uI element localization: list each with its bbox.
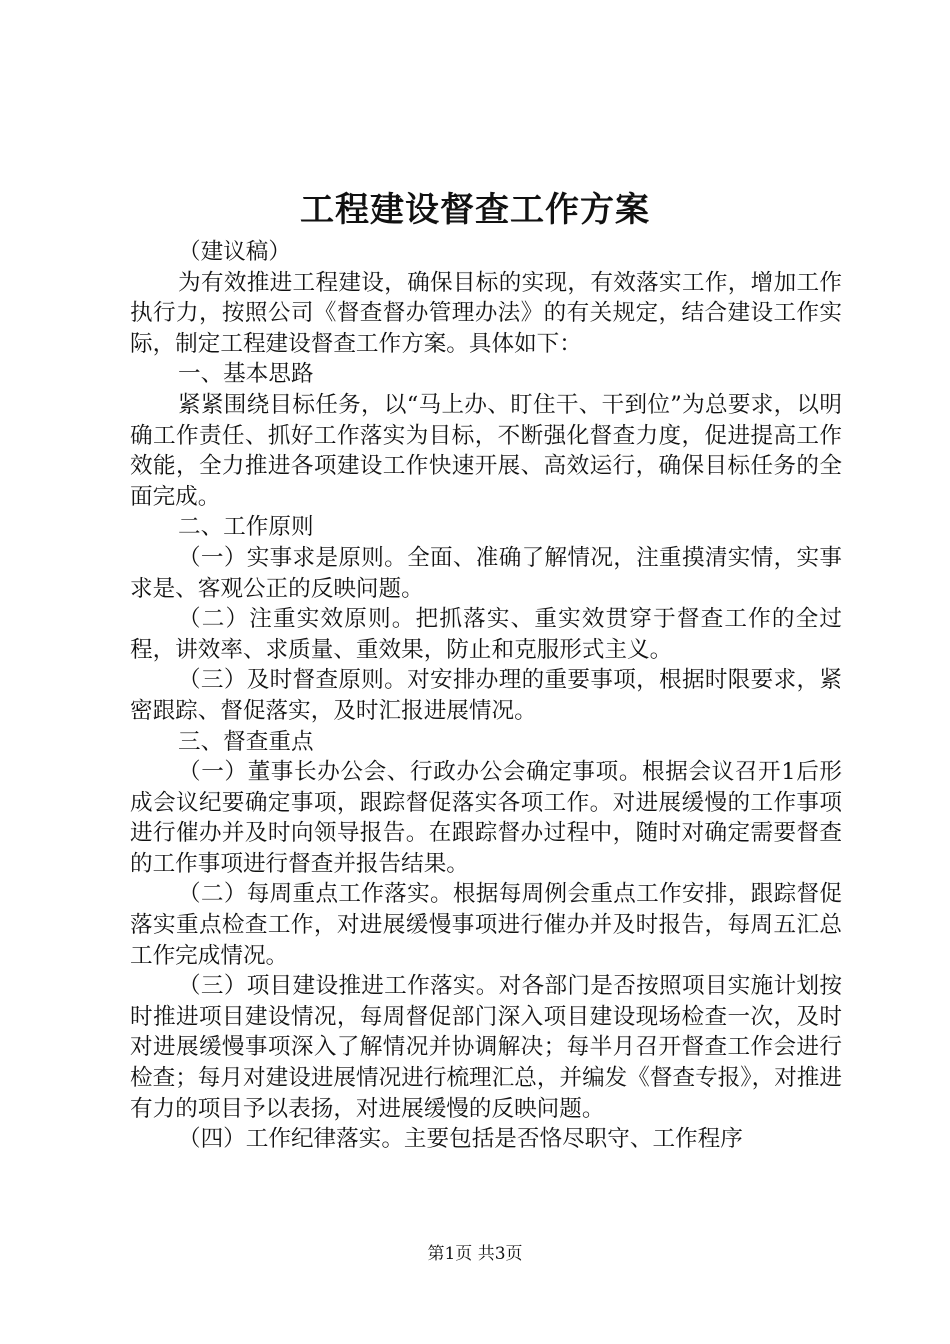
- paragraph-principle-3: （三）及时督查原则。对安排办理的重要事项，根据时限要求，紧密跟踪、督促落实，及时汇报进展情况。: [130, 667, 842, 724]
- paragraph-principle-1: （一）实事求是原则。全面、准确了解情况，注重摸清实情，实事求是、客观公正的反映问题。: [130, 544, 842, 602]
- paragraph-draft-note: （建议稿）: [178, 239, 291, 265]
- paragraph-focus-1: （一）董事长办公会、行政办公会确定事项。根据会议召开1后形成会议纪要确定事项，跟踪督促落实各项工作。对进展缓慢的工作事项进行催办并及时向领导报告。在跟踪督办过程中，随时对确定需要督查的工作事项进行督查并报告结果。: [130, 759, 842, 877]
- paragraph-focus-4: （四）工作纪律落实。主要包括是否恪尽职守、工作程序: [178, 1126, 743, 1153]
- paragraph-principle-2: （二）注重实效原则。把抓落实、重实效贯穿于督查工作的全过程，讲效率、求质量、重效果，防止和克服形式主义。: [130, 606, 842, 663]
- document-title: 工程建设督查工作方案: [300, 190, 650, 230]
- heading-basic-approach: 一、基本思路: [178, 361, 314, 388]
- paragraph-basic-approach: 紧紧围绕目标任务，以“马上办、盯住干、干到位”为总要求，以明确工作责任、抓好工作落实为目标，不断强化督查力度，促进提高工作效能，全力推进各项建设工作快速开展、高效运行，确保目标任务的全面完成。: [130, 391, 842, 510]
- document-body: [130, 237, 842, 1155]
- paragraph-intro: 为有效推进工程建设，确保目标的实现，有效落实工作，增加工作执行力，按照公司《督查督办管理办法》的有关规定，结合建设工作实际，制定工程建设督查工作方案。具体如下：: [130, 269, 842, 357]
- paragraph-focus-3: （三）项目建设推进工作落实。对各部门是否按照项目实施计划按时推进项目建设情况，每周督促部门深入项目建设现场检查一次，及时对进展缓慢事项深入了解情况并协调解决；每半月召开督查工作会进行检查；每月对建设进展情况进行梳理汇总，并编发《督查专报》，对推进有力的项目予以表扬，对进展缓慢的反映问题。: [130, 973, 842, 1122]
- page-indicator: 第1页 共3页: [427, 1244, 523, 1264]
- heading-supervision-focus: 三、督查重点: [178, 728, 314, 755]
- paragraph-focus-2: （二）每周重点工作落实。根据每周例会重点工作安排，跟踪督促落实重点检查工作，对进展缓慢事项进行催办并及时报告，每周五汇总工作完成情况。: [130, 881, 842, 969]
- heading-work-principles: 二、工作原则: [178, 514, 314, 541]
